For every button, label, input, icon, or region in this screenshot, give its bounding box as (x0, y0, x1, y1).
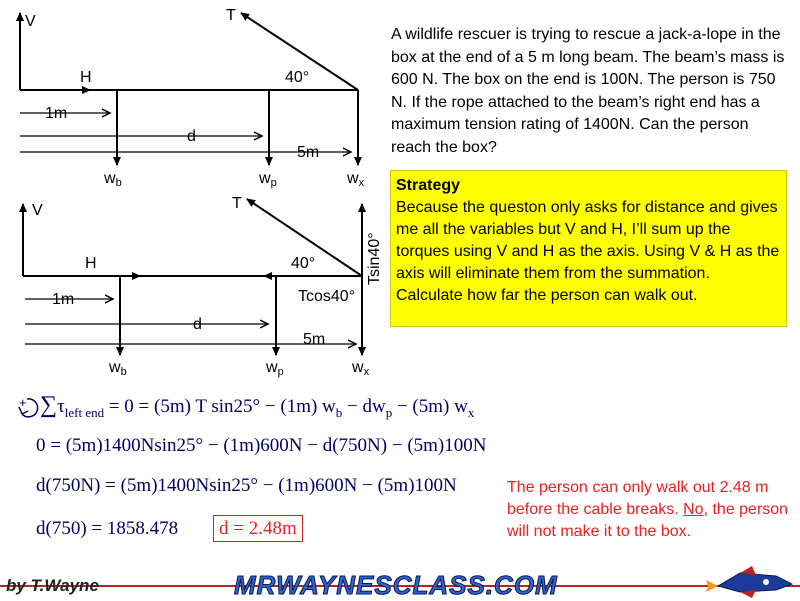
answer-box: d = 2.48m (213, 515, 303, 542)
tsin-label: Tsin40° (366, 232, 383, 285)
problem-statement: A wildlife rescuer is trying to rescue a jack-a-lope in the box at the end of a 5 m long beam. The beam’s mass is 600 N. The box on the end is 100N. The person is 750 N. If the rope attached to the beam’s right end has a maximum tension rating of 1400N. Can the person reach the box? (391, 26, 785, 156)
five-m-label: 5m (297, 144, 320, 161)
equation-3: d(750N) = (5m)1400Nsin25° − (1m)600N − (5m)100N (36, 475, 457, 496)
rocket-logo-icon (706, 566, 792, 598)
wp2-label: wp (266, 359, 284, 378)
five-m2-label: 5m (303, 331, 326, 348)
strategy-box (390, 170, 787, 327)
tcos-label: Tcos40° (298, 288, 356, 305)
t2-label: T (232, 195, 242, 212)
wp-label: wp (259, 170, 277, 189)
wb2-label: wb (109, 359, 127, 378)
sum-symbol: ∑ (40, 392, 58, 418)
strategy-body: Because the queston only asks for distance and gives me all the variables but V and H, I’ll sum up the torques using V and H as the axis. Using V & H as the axis will eliminate them from the summation. Calculate how far the person can walk out. (396, 199, 780, 304)
h2-label: H (85, 255, 97, 272)
v2-label: V (32, 202, 43, 219)
t-label: T (226, 7, 236, 24)
equation-2: 0 = (5m)1400Nsin25° − (1m)600N − d(750N) − (5m)100N (36, 435, 487, 456)
h-label: H (80, 69, 92, 86)
equation-4: d(750) = 1858.478 (36, 518, 179, 539)
strategy-title: Strategy (396, 177, 461, 194)
one-m-label: 1m (45, 105, 68, 122)
wb-label: wb (104, 170, 122, 189)
angle2-label: 40° (291, 255, 316, 272)
wx2-label: wx (352, 359, 370, 378)
brand-logo-text[interactable]: MRWAYNESCLASS.COM (234, 570, 558, 600)
conclusion-text: The person can only walk out 2.48 m before the cable breaks. No, the person will not make it to the box. (507, 479, 789, 540)
angle-label: 40° (285, 69, 310, 86)
v-label: V (25, 13, 36, 30)
ccw-plus-sign: + (19, 395, 27, 410)
d-label: d (187, 128, 196, 145)
one-m2-label: 1m (52, 291, 75, 308)
equation-1: $\sum\tau_{left end} = 0 = (5m)$ T sin25° − (1m) $w_b - dw_p - (5m)$ $w_x$ (40, 392, 475, 420)
author-credit: by T.Wayne (6, 576, 99, 595)
wx-label: wx (347, 170, 365, 189)
d2-label: d (193, 316, 202, 333)
no-answer: No (683, 501, 704, 518)
